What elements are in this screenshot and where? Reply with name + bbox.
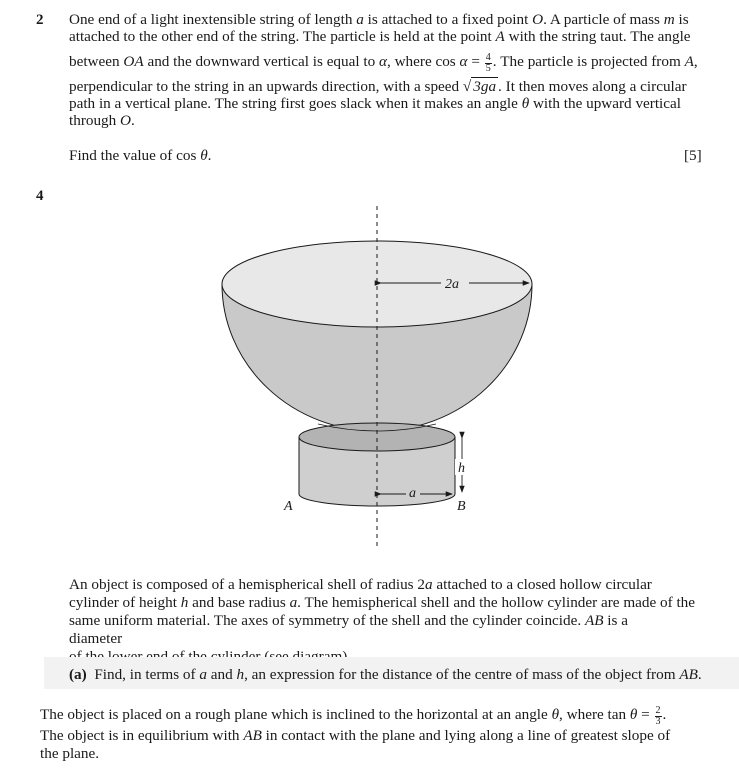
plane-line-3: the plane.	[40, 745, 100, 762]
q4-desc-line-3: same uniform material. The axes of symmetry of the shell and the cylinder coincide. AB is a	[69, 612, 628, 629]
symbol-O: O	[120, 112, 132, 129]
fraction-four-fifths: $\frac{4}{5}$	[485, 52, 491, 74]
symbol-OA: OA	[123, 53, 144, 70]
q2-text: perpendicular to the string in an upwards direction, with a speed	[69, 78, 460, 95]
q2-text: One end of a light inextensible string of length	[69, 11, 353, 28]
q2-text: . The particle is projected from	[492, 53, 681, 70]
q2-text: through	[69, 112, 117, 129]
q2-text: =	[467, 53, 484, 70]
plane-line-2: The object is in equilibrium with AB in contact with the plane and lying along a line of greatest slope of	[40, 727, 671, 744]
part-a-line: (a) Find, in terms of a and h, an expression for the distance of the centre of mass of the object from AB.	[69, 666, 702, 683]
q2-text: attached to the other end of the string. The particle is held at the point	[69, 28, 492, 45]
hemisphere-rim	[222, 241, 532, 327]
q2-text: with the upward vertical	[532, 95, 681, 112]
symbol-theta: θ	[200, 147, 208, 164]
label-point-B: B	[457, 499, 466, 514]
question-number-4: 4	[36, 188, 44, 204]
q2-line-3: between OA and the downward vertical is equal to α, where cos α = $\frac{4}{5}$ . The particle is projected from A,	[69, 52, 698, 74]
marks-q2: [5]	[684, 147, 702, 164]
fraction-two-thirds: $\frac{2}{3}$	[655, 705, 661, 727]
q2-text: between	[69, 53, 120, 70]
q2-line-6: through O.	[69, 112, 135, 129]
symbol-alpha: α	[379, 53, 387, 70]
q2-text: . A particle of mass	[543, 11, 660, 28]
symbol-a: a	[356, 11, 364, 28]
part-a-label: (a)	[69, 666, 87, 683]
q4-desc-line-4: diameter	[69, 630, 123, 647]
question-number-2: 2	[36, 12, 44, 28]
q2-find-line: Find the value of cos θ.	[69, 147, 212, 164]
q4-desc-line-2: cylinder of height h and base radius a. The hemispherical shell and the hollow cylinder are made of the	[69, 594, 696, 611]
label-2a: 2a	[445, 277, 459, 292]
symbol-theta: θ	[521, 95, 530, 112]
symbol-alpha: α	[459, 53, 468, 70]
square-root-speed: √ 3ga	[462, 78, 497, 95]
symbol-A: A	[495, 28, 505, 45]
q2-text: and the downward vertical is equal to	[147, 53, 376, 70]
q2-find-text: Find the value of cos	[69, 147, 197, 164]
q2-text: is	[678, 11, 689, 28]
label-point-A: A	[284, 499, 293, 514]
plane-line-1: The object is placed on a rough plane which is inclined to the horizontal at an angle θ, where tan θ = $\frac{2}{3}$ .	[40, 705, 667, 727]
q2-text: with the string taut. The angle	[508, 28, 691, 45]
q4-desc-line-1: An object is composed of a hemispherical shell of radius 2a attached to a closed hollow circular	[69, 576, 652, 593]
symbol-A: A	[684, 53, 694, 70]
symbol-m: m	[663, 11, 675, 28]
label-h: h	[458, 461, 465, 476]
label-a: a	[409, 486, 416, 501]
q2-text: , where cos	[386, 53, 456, 70]
symbol-O: O	[532, 11, 544, 28]
q2-text: . It then moves along a circular	[498, 78, 687, 95]
q2-text: is attached to a fixed point	[367, 11, 529, 28]
q2-text: path in a vertical plane. The string first goes slack when it makes an angle	[69, 95, 518, 112]
